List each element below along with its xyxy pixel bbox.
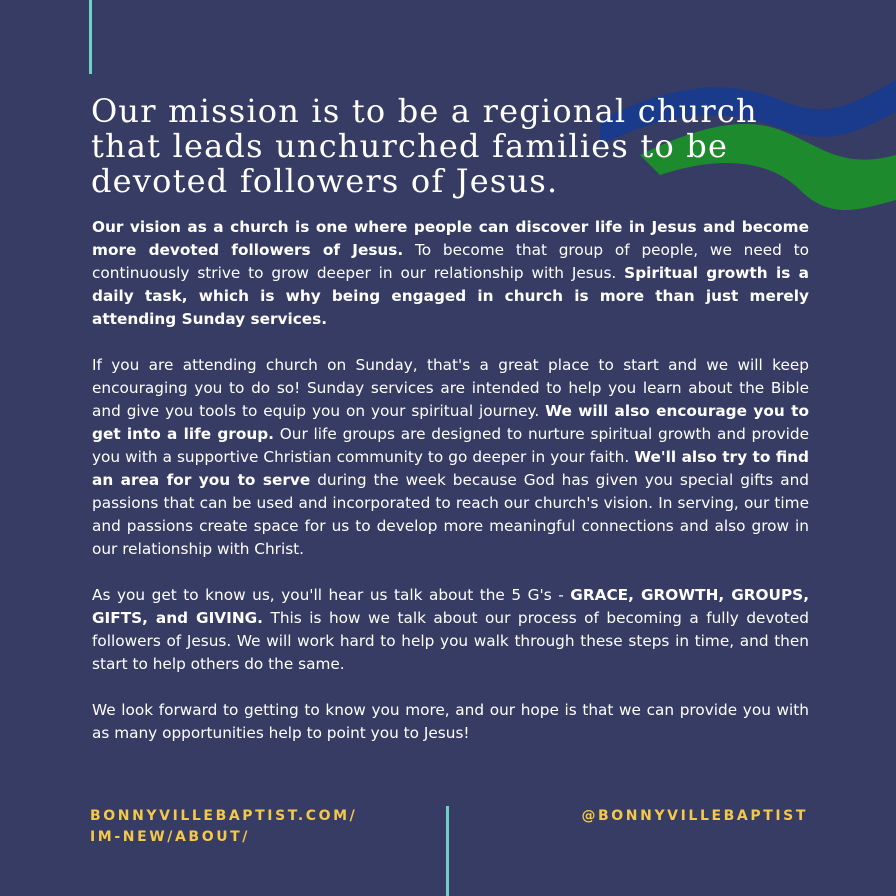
five-gs-list: GRACE, GROWTH, GROUPS, GIFTS, and GIVING.: [92, 586, 809, 627]
sunday-text: If you are attending church on Sunday, that's a great place to start and we will keep encouraging you to do so! Sunday services are intended to help you learn about the Bible and give you tools to equip you on your spiritual journey.: [92, 356, 809, 420]
website-link[interactable]: [90, 806, 357, 848]
website-link-line2: IM-NEW/ABOUT/: [90, 829, 251, 845]
bottom-accent-line: [446, 806, 449, 896]
top-accent-line: [89, 0, 92, 74]
five-gs-text: This is how we talk about our process of becoming a fully devoted followers of Jesus. We will work hard to help you walk through these steps in time, and then start to help others do the same.: [92, 609, 809, 673]
closing-text: We look forward to getting to know you more, and our hope is that we can provide you with as many opportunities help to point you to Jesus!: [92, 701, 809, 742]
mission-headline: Our mission is to be a regional church that leads unchurched families to be devoted followers of Jesus.: [91, 92, 758, 200]
paragraph-closing: [92, 699, 809, 745]
serve-text: during the week because God has given you special gifts and passions that can be used and incorporated to reach our church's vision. In serving, our time and passions create space for us to develop more meaningful connections and also grow in our relationship with Christ.: [92, 471, 809, 558]
website-link-line1: BONNYVILLEBAPTIST.COM/: [90, 808, 358, 824]
life-group-statement: We will also encourage you to get into a life group.: [92, 402, 809, 443]
paragraph-vision: [92, 216, 809, 331]
social-handle[interactable]: @BONNYVILLEBAPTIST: [581, 808, 808, 824]
serve-statement: We'll also try to find an area for you to serve: [92, 448, 810, 489]
five-gs-intro: As you get to know us, you'll hear us talk about the 5 G's -: [92, 586, 571, 604]
vision-text: To become that group of people, we need to continuously strive to grow deeper in our relationship with Jesus.: [92, 241, 809, 282]
body-copy: [92, 216, 809, 768]
paragraph-sunday: [92, 354, 809, 561]
spiritual-growth-statement: Spiritual growth is a daily task, which is why being engaged in church is more than just merely attending Sunday services.: [92, 264, 809, 328]
life-group-text: Our life groups are designed to nurture spiritual growth and provide you with a supportive Christian community to go deeper in your faith.: [92, 425, 809, 466]
paragraph-five-gs: [92, 584, 809, 676]
vision-statement: Our vision as a church is one where people can discover life in Jesus and become more devoted followers of Jesus.: [92, 218, 809, 259]
